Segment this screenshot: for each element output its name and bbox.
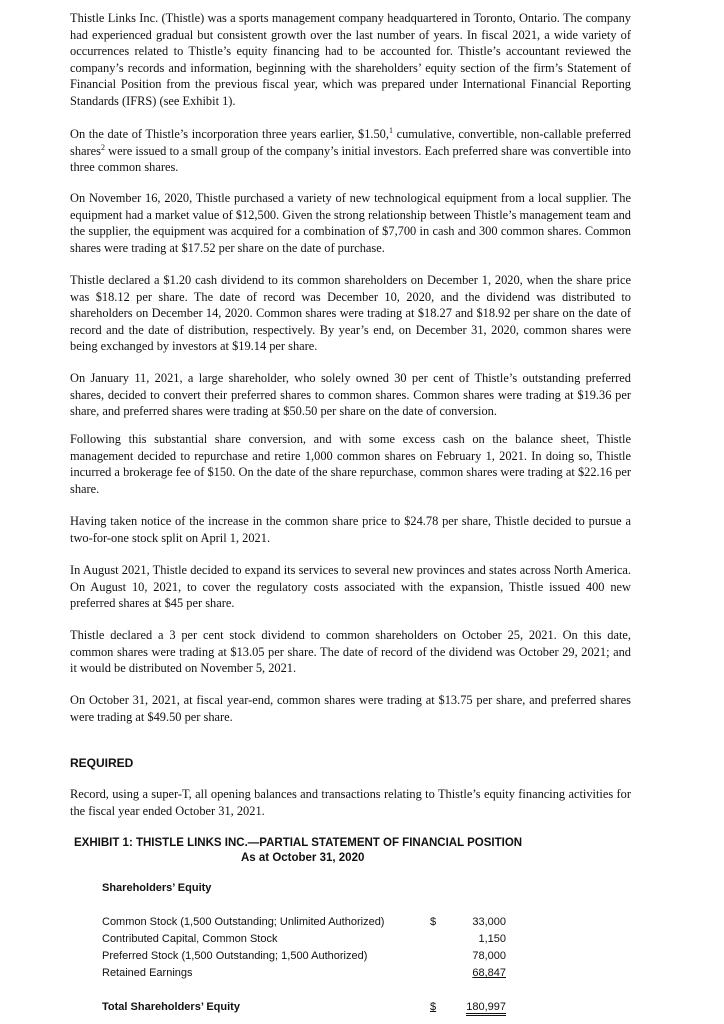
footnote-marker-1: 1 — [388, 125, 393, 135]
paragraph-equipment: On November 16, 2020, Thistle purchased a variety of new technological equipment from a local supplier. The equipment had a market value of $12,500. Given the strong relationship between Thistle’s management team and the supplier, the equipment was acquired for a combination of $7,700 in cash and 300 common shares. Common shares were trading at $17.52 per share on the date of purchase. — [70, 191, 631, 255]
paragraph-repurchase: Following this substantial share conversion, and with some excess cash on the balance sheet, Thistle management decided to repurchase and retire 1,000 common shares on February 1, 2021. In doing so, Thistle incurred a brokerage fee of $150. On the date of the share repurchase, common shares were trading at $22.16 per share. — [70, 432, 631, 496]
paragraph-intro: Thistle Links Inc. (Thistle) was a sports management company headquartered in Toronto, Ontario. The company had experienced gradual but consistent growth over the last number of years. In fiscal 2021, a wide variety of occurrences related to Thistle’s equity financing had to be accounted for. Thistle’s accountant reviewed the company’s records and information, beginning with the shareholders’ equity section of the firm’s Statement of Financial Position from the previous fiscal year, which was prepared under International Financial Reporting Standards (IFRS) (see Exhibit 1). — [70, 11, 631, 108]
total-currency: $ — [430, 1001, 437, 1013]
exhibit-title-line2: As at October 31, 2020 — [241, 852, 365, 864]
paragraph-incorporation — [70, 126, 631, 176]
total-row — [102, 1001, 512, 1017]
paragraph-stock-dividend: Thistle declared a 3 per cent stock dividend to common shareholders on October 25, 2021. On this date, common shares were trading at $13.05 per share. The date of record of the dividend was October 29, 2021; and it would be distributed on November 5, 2021. — [70, 628, 631, 675]
footnote-marker-2: 2 — [100, 142, 105, 152]
para2-before: On the date of Thistle’s incorporation three years earlier, $1.50, — [70, 127, 389, 141]
equity-row — [102, 916, 512, 932]
row-label: Contributed Capital, Common Stock — [102, 933, 278, 945]
paragraph-stock-split: Having taken notice of the increase in the common share price to $24.78 per share, Thistle decided to pursue a two-for-one stock split on April 1, 2021. — [70, 514, 631, 545]
equity-row — [102, 967, 512, 983]
exhibit-title-line1: EXHIBIT 1: THISTLE LINKS INC.—PARTIAL STATEMENT OF FINANCIAL POSITION — [74, 837, 523, 849]
section-heading: Shareholders’ Equity — [102, 882, 212, 894]
para2-middle: cumulative, convertible, non-callable preferred shares — [70, 127, 631, 158]
row-label: Retained Earnings — [102, 967, 193, 979]
row-currency: $ — [430, 916, 437, 928]
total-value: 180,997 — [466, 1001, 506, 1016]
exhibit-title — [74, 836, 594, 866]
required-heading: REQUIRED — [70, 756, 134, 770]
row-value: 78,000 — [472, 950, 506, 962]
paragraph-cash-dividend: Thistle declared a $1.20 cash dividend to its common shareholders on December 1, 2020, when the share price was $18.12 per share. The date of record was December 10, 2020, and the dividend was distributed to shareholders on December 14, 2020. Common shares were trading at $18.27 and $18.92 per share on the date of record and the date of distribution, respectively. By year’s end, on December 31, 2020, common shares were being exchanged by investors at $19.14 per share. — [70, 273, 631, 353]
paragraph-conversion: On January 11, 2021, a large shareholder, who solely owned 30 per cent of Thistle’s outstanding preferred shares, decided to convert their preferred shares to common shares. Common shares were trading at $19.36 per share, and preferred shares were trading at $50.50 per share on the date of conversion. — [70, 371, 631, 418]
row-label: Preferred Stock (1,500 Outstanding; 1,500 Authorized) — [102, 950, 368, 962]
required-text: Record, using a super-T, all opening balances and transactions relating to Thistle’s equity financing activities for the fiscal year ended October 31, 2021. — [70, 787, 631, 818]
row-label: Common Stock (1,500 Outstanding; Unlimited Authorized) — [102, 916, 385, 928]
equity-row — [102, 950, 512, 966]
row-value: 1,150 — [478, 933, 506, 945]
row-value: 68,847 — [472, 967, 506, 979]
equity-row — [102, 933, 512, 949]
paragraph-preferred-issue: In August 2021, Thistle decided to expand its services to several new provinces and states across North America. On August 10, 2021, to cover the regulatory costs associated with the expansion, Thistle issued 400 new preferred shares at $45 per share. — [70, 563, 631, 610]
row-value: 33,000 — [472, 916, 506, 928]
total-label: Total Shareholders’ Equity — [102, 1001, 240, 1013]
para2-after: were issued to a small group of the company’s initial investors. Each preferred share was convertible into three common shares. — [70, 143, 631, 174]
paragraph-year-end: On October 31, 2021, at fiscal year-end, common shares were trading at $13.75 per share, and preferred shares were trading at $49.50 per share. — [70, 693, 631, 724]
